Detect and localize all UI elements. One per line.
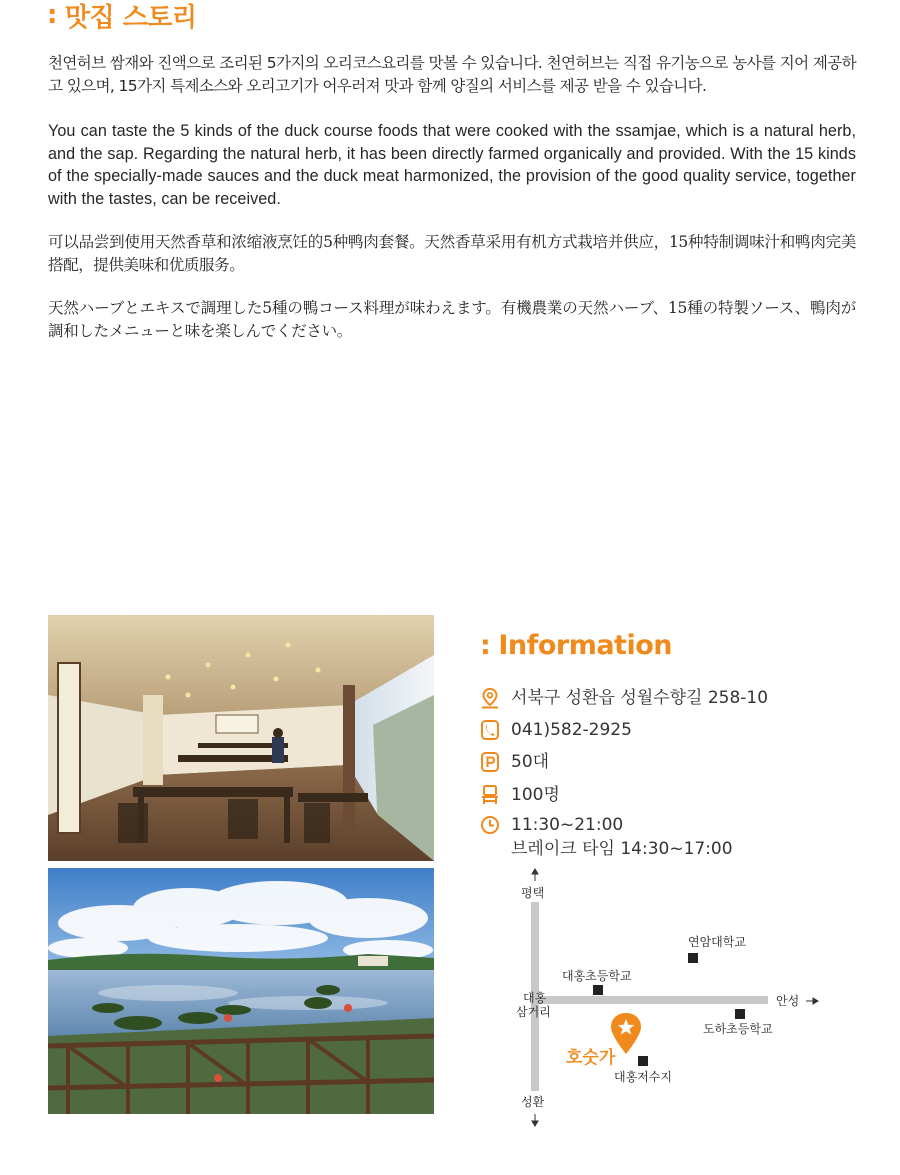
break-time-text: 브레이크 타임 14:30~17:00 (511, 839, 733, 859)
map-label-school2: 도하초등학교 (703, 1022, 773, 1036)
seats-row (480, 783, 560, 807)
address-text: 서북구 성환읍 성월수향길 258-10 (511, 688, 769, 708)
story-title-text: 맛집 스토리 (64, 2, 197, 33)
university-marker (688, 953, 698, 963)
parking-row (480, 750, 549, 774)
east-arrow-icon (806, 998, 818, 1004)
map-label-reservoir: 대홍저수지 (614, 1070, 672, 1084)
map-label-north: 평택 (521, 886, 545, 900)
location-pin-icon (480, 687, 500, 709)
map-label-south: 성환 (521, 1095, 545, 1109)
story-title (47, 0, 197, 33)
story-chinese: 可以品尝到使用天然香草和浓缩液烹饪的5种鸭肉套餐。天然香草采用有机方式栽培并供应，15种特制调味汁和鸭肉完美搭配，提供美味和优质服务。 (48, 233, 856, 274)
information-title (480, 628, 672, 662)
restaurant-interior-photo (48, 615, 434, 861)
title-colon: : (47, 0, 57, 30)
school2-marker (735, 1009, 745, 1019)
parking-text: 50대 (511, 752, 550, 772)
title-colon: : (480, 629, 491, 661)
map-label-school1: 대홍초등학교 (562, 969, 632, 983)
parking-icon (480, 751, 500, 773)
north-arrow-icon (532, 869, 538, 881)
reservoir-marker (638, 1056, 648, 1066)
information-title-text: Information (498, 629, 672, 661)
phone-icon (480, 719, 500, 741)
map-label-junction-line1: 대홍 (523, 991, 547, 1005)
phone-text: 041)582-2925 (511, 720, 632, 740)
destination-pin-icon (611, 1013, 641, 1054)
location-map (500, 866, 830, 1136)
lake-view-photo (48, 868, 434, 1114)
map-label-destination: 호숫가 (566, 1048, 616, 1068)
hours-row (480, 813, 733, 861)
seat-icon (480, 784, 500, 806)
map-label-university: 연암대학교 (688, 935, 746, 949)
seats-text: 100명 (511, 785, 560, 805)
south-arrow-icon (532, 1114, 538, 1126)
opening-hours-text: 11:30~21:00 (511, 815, 624, 835)
story-japanese: 天然ハーブとエキスで調理した5種の鴨コース料理が味わえます。有機農業の天然ハーブ、15種の特製ソース、鴨肉が調和したメニューと味を楽しんでください。 (48, 299, 856, 340)
clock-icon (480, 814, 500, 836)
school1-marker (593, 985, 603, 995)
story-korean: 천연허브 쌈재와 진액으로 조리된 5가지의 오리코스요리를 맛볼 수 있습니다. 천연허브는 직접 유기농으로 농사를 지어 제공하고 있으며, 15가지 특제소스와 오리고기가 어우러져 맛과 함께 양질의 서비스를 제공 받을 수 있습니다. (48, 54, 856, 95)
map-label-junction-line2: 삼거리 (516, 1005, 551, 1019)
phone-row (480, 718, 632, 742)
address-row (480, 686, 768, 710)
map-label-east: 안성 (776, 994, 800, 1008)
story-english: You can taste the 5 kinds of the duck course foods that were cooked with the ssamjae, which is a natural herb, and the sap. Regarding the natural herb, it has been directly farmed organically and provided. With the 15 kinds of the specially-made sauces and the duck meat harmonized, the provision of the good quality service, together with the tastes, can be received. (48, 122, 856, 208)
